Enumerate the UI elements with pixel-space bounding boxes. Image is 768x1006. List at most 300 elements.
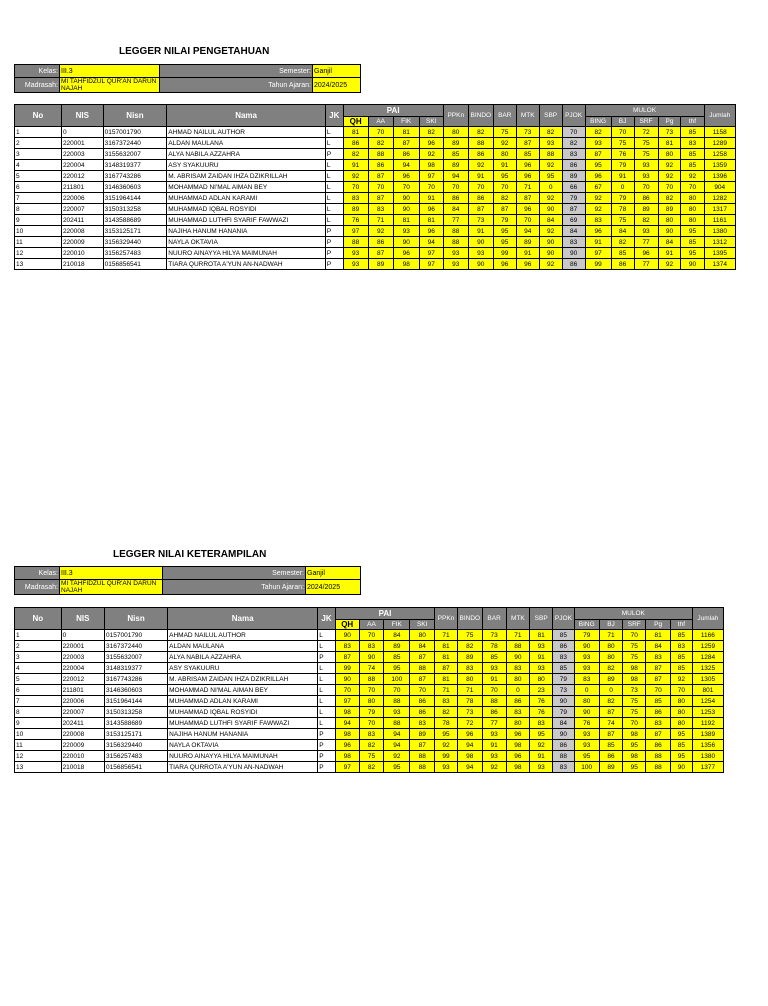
cell-nis[interactable]: 220009: [61, 740, 104, 751]
cell-fik[interactable]: 86: [393, 149, 419, 160]
cell-mtk[interactable]: 83: [506, 707, 530, 718]
cell-sbp[interactable]: 92: [539, 259, 562, 270]
cell-pjok[interactable]: 84: [562, 226, 585, 237]
cell-pg[interactable]: 91: [658, 248, 681, 259]
cell-nama[interactable]: NAYLA OKTAVIA: [168, 740, 318, 751]
cell-fik[interactable]: 89: [384, 641, 410, 652]
cell-mtk[interactable]: 87: [516, 138, 539, 149]
cell-nama[interactable]: ALDAN MAULANA: [167, 138, 326, 149]
cell-bar[interactable]: 93: [482, 751, 506, 762]
cell-aa[interactable]: 83: [359, 641, 384, 652]
cell-sbp[interactable]: 80: [530, 674, 553, 685]
cell-bing[interactable]: 0: [574, 685, 599, 696]
cell-no[interactable]: 1: [15, 630, 62, 641]
cell-nis[interactable]: 0: [61, 630, 104, 641]
cell-srf[interactable]: 98: [623, 663, 646, 674]
cell-sbp[interactable]: 95: [539, 171, 562, 182]
cell-mtk[interactable]: 90: [506, 652, 530, 663]
semester-value[interactable]: Ganjil: [313, 65, 361, 78]
cell-sbp[interactable]: 76: [530, 707, 553, 718]
cell-pg[interactable]: 86: [646, 707, 671, 718]
cell-bindo[interactable]: 83: [457, 663, 482, 674]
cell-jumlah[interactable]: 1317: [704, 204, 736, 215]
cell-jumlah[interactable]: 1192: [692, 718, 723, 729]
cell-jumlah[interactable]: 1254: [692, 696, 723, 707]
cell-fik[interactable]: 88: [384, 696, 410, 707]
cell-aa[interactable]: 74: [359, 663, 384, 674]
cell-no[interactable]: 11: [15, 237, 62, 248]
cell-ski[interactable]: 86: [410, 707, 435, 718]
cell-nama[interactable]: AHMAD NAILUL AUTHOR: [168, 630, 318, 641]
cell-mtk[interactable]: 98: [506, 762, 530, 773]
cell-fik[interactable]: 93: [393, 226, 419, 237]
cell-ski[interactable]: 87: [410, 740, 435, 751]
cell-bj[interactable]: 89: [599, 762, 623, 773]
cell-srf[interactable]: 96: [634, 248, 658, 259]
cell-sbp[interactable]: 92: [539, 160, 562, 171]
cell-bj[interactable]: 75: [611, 215, 634, 226]
cell-bar[interactable]: 95: [493, 171, 516, 182]
cell-mtk[interactable]: 71: [506, 630, 530, 641]
cell-nama[interactable]: MUHAMMAD IQBAL ROSYIDI: [167, 204, 326, 215]
cell-jumlah[interactable]: 1380: [704, 226, 736, 237]
cell-ppkn[interactable]: 81: [435, 652, 458, 663]
cell-thf[interactable]: 80: [671, 696, 693, 707]
cell-no[interactable]: 6: [15, 685, 62, 696]
cell-ppkn[interactable]: 70: [443, 182, 468, 193]
cell-fik[interactable]: 93: [384, 707, 410, 718]
cell-pg[interactable]: 80: [658, 215, 681, 226]
cell-jk[interactable]: L: [325, 171, 343, 182]
cell-nisn[interactable]: 3155632007: [103, 149, 167, 160]
cell-bindo[interactable]: 86: [468, 193, 493, 204]
cell-nis[interactable]: 220004: [61, 663, 104, 674]
cell-bindo[interactable]: 87: [468, 204, 493, 215]
cell-pjok[interactable]: 79: [553, 707, 575, 718]
cell-pg[interactable]: 92: [658, 171, 681, 182]
cell-qh[interactable]: 94: [335, 718, 359, 729]
cell-nisn[interactable]: 3146360603: [105, 685, 168, 696]
cell-qh[interactable]: 88: [343, 237, 368, 248]
cell-sbp[interactable]: 91: [530, 751, 553, 762]
cell-no[interactable]: 2: [15, 641, 62, 652]
cell-mtk[interactable]: 91: [516, 248, 539, 259]
cell-bj[interactable]: 86: [599, 751, 623, 762]
cell-mtk[interactable]: 96: [516, 160, 539, 171]
cell-ppkn[interactable]: 86: [443, 193, 468, 204]
cell-pg[interactable]: 81: [658, 138, 681, 149]
cell-nisn[interactable]: 3156257483: [103, 248, 167, 259]
cell-bar[interactable]: 91: [482, 674, 506, 685]
cell-pjok[interactable]: 83: [553, 652, 575, 663]
cell-qh[interactable]: 90: [335, 630, 359, 641]
cell-ski[interactable]: 70: [419, 182, 443, 193]
cell-nis[interactable]: 210018: [61, 762, 104, 773]
cell-pjok[interactable]: 90: [553, 696, 575, 707]
cell-aa[interactable]: 80: [359, 696, 384, 707]
cell-ppkn[interactable]: 87: [435, 663, 458, 674]
cell-bar[interactable]: 70: [493, 182, 516, 193]
cell-nis[interactable]: 220006: [61, 193, 103, 204]
cell-no[interactable]: 2: [15, 138, 62, 149]
cell-qh[interactable]: 81: [343, 127, 368, 138]
cell-fik[interactable]: 87: [393, 138, 419, 149]
cell-mtk[interactable]: 73: [516, 127, 539, 138]
cell-bing[interactable]: 79: [574, 630, 599, 641]
cell-ppkn[interactable]: 84: [443, 204, 468, 215]
cell-sbp[interactable]: 93: [530, 641, 553, 652]
cell-srf[interactable]: 93: [634, 160, 658, 171]
cell-qh[interactable]: 86: [343, 138, 368, 149]
cell-nama[interactable]: TIARA QURROTA A'YUN AN-NADWAH: [168, 762, 318, 773]
cell-jk[interactable]: L: [318, 718, 336, 729]
cell-aa[interactable]: 88: [359, 674, 384, 685]
cell-nisn[interactable]: 3143588689: [103, 215, 167, 226]
cell-qh[interactable]: 93: [343, 259, 368, 270]
cell-jumlah[interactable]: 1161: [704, 215, 736, 226]
cell-bindo[interactable]: 90: [468, 259, 493, 270]
cell-fik[interactable]: 100: [384, 674, 410, 685]
cell-bar[interactable]: 77: [482, 718, 506, 729]
cell-aa[interactable]: 82: [359, 740, 384, 751]
cell-fik[interactable]: 90: [393, 193, 419, 204]
cell-bar[interactable]: 95: [493, 237, 516, 248]
cell-fik[interactable]: 94: [384, 729, 410, 740]
cell-aa[interactable]: 75: [359, 751, 384, 762]
cell-sbp[interactable]: 90: [539, 248, 562, 259]
cell-bing[interactable]: 93: [574, 740, 599, 751]
cell-jumlah[interactable]: 1259: [692, 641, 723, 652]
cell-aa[interactable]: 90: [359, 652, 384, 663]
cell-nis[interactable]: 220010: [61, 751, 104, 762]
cell-qh[interactable]: 83: [335, 641, 359, 652]
cell-bj[interactable]: 87: [599, 707, 623, 718]
cell-bj[interactable]: 76: [611, 149, 634, 160]
cell-pg[interactable]: 88: [646, 751, 671, 762]
cell-thf[interactable]: 85: [681, 160, 704, 171]
cell-bindo[interactable]: 91: [468, 226, 493, 237]
cell-jumlah[interactable]: 1389: [692, 729, 723, 740]
cell-jk[interactable]: L: [318, 663, 336, 674]
cell-nama[interactable]: MOHAMMAD NI'MAL AIMAN BEY: [168, 685, 318, 696]
cell-sbp[interactable]: 84: [539, 215, 562, 226]
cell-pg[interactable]: 81: [646, 630, 671, 641]
cell-jk[interactable]: L: [318, 674, 336, 685]
cell-no[interactable]: 4: [15, 663, 62, 674]
cell-aa[interactable]: 70: [359, 718, 384, 729]
cell-nama[interactable]: MUHAMMAD ADLAN KARAMI: [167, 193, 326, 204]
cell-jumlah[interactable]: 1356: [692, 740, 723, 751]
cell-bing[interactable]: 100: [574, 762, 599, 773]
cell-pjok[interactable]: 82: [562, 138, 585, 149]
cell-pjok[interactable]: 85: [553, 663, 575, 674]
cell-nis[interactable]: 220008: [61, 226, 103, 237]
cell-bing[interactable]: 87: [585, 149, 611, 160]
cell-bing[interactable]: 76: [574, 718, 599, 729]
cell-ski[interactable]: 87: [410, 674, 435, 685]
cell-thf[interactable]: 70: [681, 182, 704, 193]
cell-nisn[interactable]: 0156856541: [105, 762, 168, 773]
cell-bar[interactable]: 75: [493, 127, 516, 138]
cell-nama[interactable]: NUURO AINAYYA HILYA MAIMUNAH: [167, 248, 326, 259]
cell-ski[interactable]: 88: [410, 751, 435, 762]
cell-thf[interactable]: 92: [671, 674, 693, 685]
cell-nisn[interactable]: 3148319377: [105, 663, 168, 674]
cell-bj[interactable]: 74: [599, 718, 623, 729]
cell-jumlah[interactable]: 1158: [704, 127, 736, 138]
cell-qh[interactable]: 97: [335, 762, 359, 773]
cell-jumlah[interactable]: 1282: [704, 193, 736, 204]
cell-bindo[interactable]: 94: [457, 740, 482, 751]
tahun-ajaran-value[interactable]: 2024/2025: [313, 78, 361, 93]
cell-bj[interactable]: 80: [599, 652, 623, 663]
cell-no[interactable]: 13: [15, 762, 62, 773]
cell-bindo[interactable]: 70: [468, 182, 493, 193]
cell-ski[interactable]: 96: [419, 138, 443, 149]
tahun-ajaran-value[interactable]: 2024/2025: [306, 580, 361, 595]
cell-bj[interactable]: 70: [611, 127, 634, 138]
cell-thf[interactable]: 95: [671, 751, 693, 762]
cell-ppkn[interactable]: 82: [435, 707, 458, 718]
cell-bj[interactable]: 80: [599, 641, 623, 652]
cell-bar[interactable]: 82: [493, 193, 516, 204]
cell-no[interactable]: 10: [15, 226, 62, 237]
cell-jk[interactable]: L: [325, 204, 343, 215]
cell-pg[interactable]: 90: [658, 226, 681, 237]
cell-ski[interactable]: 82: [419, 127, 443, 138]
cell-ski[interactable]: 89: [410, 729, 435, 740]
cell-bar[interactable]: 91: [493, 160, 516, 171]
cell-sbp[interactable]: 92: [539, 193, 562, 204]
cell-bindo[interactable]: 75: [457, 630, 482, 641]
cell-srf[interactable]: 93: [634, 226, 658, 237]
cell-bindo[interactable]: 73: [457, 707, 482, 718]
cell-bing[interactable]: 93: [574, 729, 599, 740]
cell-ski[interactable]: 94: [419, 237, 443, 248]
cell-jumlah[interactable]: 1284: [692, 652, 723, 663]
cell-no[interactable]: 3: [15, 652, 62, 663]
cell-ski[interactable]: 91: [419, 193, 443, 204]
cell-bar[interactable]: 85: [482, 652, 506, 663]
cell-sbp[interactable]: 93: [530, 663, 553, 674]
cell-jumlah[interactable]: 1395: [704, 248, 736, 259]
cell-bing[interactable]: 95: [574, 751, 599, 762]
cell-srf[interactable]: 86: [634, 193, 658, 204]
cell-pjok[interactable]: 86: [562, 160, 585, 171]
cell-ski[interactable]: 97: [419, 171, 443, 182]
cell-bj[interactable]: 82: [599, 696, 623, 707]
cell-srf[interactable]: 75: [623, 641, 646, 652]
cell-pg[interactable]: 73: [658, 127, 681, 138]
cell-aa[interactable]: 87: [368, 193, 393, 204]
cell-bing[interactable]: 92: [585, 204, 611, 215]
cell-sbp[interactable]: 23: [530, 685, 553, 696]
cell-thf[interactable]: 80: [681, 193, 704, 204]
cell-bing[interactable]: 91: [585, 237, 611, 248]
cell-bing[interactable]: 93: [574, 663, 599, 674]
cell-ppkn[interactable]: 71: [435, 685, 458, 696]
cell-bindo[interactable]: 88: [468, 138, 493, 149]
cell-ski[interactable]: 97: [419, 248, 443, 259]
cell-bar[interactable]: 86: [482, 707, 506, 718]
cell-jk[interactable]: L: [325, 138, 343, 149]
cell-no[interactable]: 6: [15, 182, 62, 193]
cell-bing[interactable]: 83: [574, 674, 599, 685]
cell-fik[interactable]: 81: [393, 215, 419, 226]
cell-bj[interactable]: 79: [611, 160, 634, 171]
cell-jumlah[interactable]: 904: [704, 182, 736, 193]
cell-bar[interactable]: 78: [482, 641, 506, 652]
cell-qh[interactable]: 91: [343, 160, 368, 171]
cell-srf[interactable]: 77: [634, 237, 658, 248]
cell-mtk[interactable]: 88: [506, 641, 530, 652]
cell-sbp[interactable]: 76: [530, 696, 553, 707]
cell-nis[interactable]: 220008: [61, 729, 104, 740]
cell-srf[interactable]: 70: [634, 182, 658, 193]
cell-ppkn[interactable]: 93: [443, 248, 468, 259]
cell-bindo[interactable]: 94: [457, 762, 482, 773]
cell-nis[interactable]: 220003: [61, 149, 103, 160]
cell-aa[interactable]: 82: [368, 138, 393, 149]
cell-ski[interactable]: 88: [410, 762, 435, 773]
cell-bindo[interactable]: 72: [457, 718, 482, 729]
cell-bing[interactable]: 83: [585, 215, 611, 226]
cell-pjok[interactable]: 73: [553, 685, 575, 696]
cell-srf[interactable]: 89: [634, 204, 658, 215]
cell-no[interactable]: 5: [15, 674, 62, 685]
cell-bing[interactable]: 90: [574, 641, 599, 652]
cell-jumlah[interactable]: 1359: [704, 160, 736, 171]
cell-bing[interactable]: 67: [585, 182, 611, 193]
cell-jk[interactable]: L: [325, 182, 343, 193]
cell-qh[interactable]: 70: [343, 182, 368, 193]
cell-nis[interactable]: 220009: [61, 237, 103, 248]
cell-nisn[interactable]: 3156329440: [105, 740, 168, 751]
cell-ppkn[interactable]: 89: [443, 138, 468, 149]
cell-jk[interactable]: L: [318, 696, 336, 707]
cell-nama[interactable]: M. ABRISAM ZAIDAN IHZA DZIKRILLAH: [167, 171, 326, 182]
cell-jumlah[interactable]: 1312: [704, 237, 736, 248]
cell-bj[interactable]: 87: [599, 729, 623, 740]
cell-nama[interactable]: ASY SYAKUURU: [167, 160, 326, 171]
cell-ppkn[interactable]: 77: [443, 215, 468, 226]
cell-bj[interactable]: 79: [611, 193, 634, 204]
cell-pjok[interactable]: 66: [562, 182, 585, 193]
cell-thf[interactable]: 95: [681, 226, 704, 237]
cell-nisn[interactable]: 3151964144: [103, 193, 167, 204]
cell-pg[interactable]: 83: [646, 718, 671, 729]
cell-pg[interactable]: 84: [646, 641, 671, 652]
cell-bindo[interactable]: 73: [468, 215, 493, 226]
cell-bj[interactable]: 89: [599, 674, 623, 685]
cell-bj[interactable]: 82: [611, 237, 634, 248]
cell-bindo[interactable]: 86: [468, 149, 493, 160]
cell-aa[interactable]: 87: [368, 171, 393, 182]
cell-srf[interactable]: 77: [634, 259, 658, 270]
cell-qh[interactable]: 82: [343, 149, 368, 160]
cell-bj[interactable]: 86: [611, 259, 634, 270]
cell-nis[interactable]: 202411: [61, 215, 103, 226]
cell-jumlah[interactable]: 1374: [704, 259, 736, 270]
cell-bindo[interactable]: 89: [457, 652, 482, 663]
cell-aa[interactable]: 83: [368, 204, 393, 215]
cell-pjok[interactable]: 86: [553, 740, 575, 751]
cell-nisn[interactable]: 3156329440: [103, 237, 167, 248]
cell-ski[interactable]: 88: [410, 663, 435, 674]
cell-pg[interactable]: 92: [658, 160, 681, 171]
cell-bindo[interactable]: 98: [457, 751, 482, 762]
cell-fik[interactable]: 85: [384, 652, 410, 663]
cell-bindo[interactable]: 71: [457, 685, 482, 696]
cell-nis[interactable]: 220003: [61, 652, 104, 663]
cell-mtk[interactable]: 87: [516, 193, 539, 204]
cell-bar[interactable]: 79: [493, 215, 516, 226]
cell-srf[interactable]: 75: [623, 652, 646, 663]
cell-jk[interactable]: L: [318, 630, 336, 641]
cell-no[interactable]: 13: [15, 259, 62, 270]
cell-no[interactable]: 12: [15, 248, 62, 259]
cell-nisn[interactable]: 3167743286: [103, 171, 167, 182]
cell-qh[interactable]: 92: [343, 171, 368, 182]
cell-srf[interactable]: 75: [623, 707, 646, 718]
cell-pg[interactable]: 70: [658, 182, 681, 193]
cell-srf[interactable]: 95: [623, 762, 646, 773]
cell-thf[interactable]: 85: [671, 652, 693, 663]
cell-jk[interactable]: P: [318, 762, 336, 773]
cell-bj[interactable]: 82: [599, 663, 623, 674]
cell-thf[interactable]: 90: [671, 762, 693, 773]
cell-jk[interactable]: L: [325, 127, 343, 138]
cell-qh[interactable]: 76: [343, 215, 368, 226]
madrasah-value[interactable]: MI TAHFIDZUL QUR'AN DARUN NAJAH: [60, 580, 163, 595]
cell-mtk[interactable]: 96: [516, 259, 539, 270]
cell-no[interactable]: 10: [15, 729, 62, 740]
cell-srf[interactable]: 93: [634, 171, 658, 182]
cell-pg[interactable]: 83: [646, 652, 671, 663]
cell-no[interactable]: 9: [15, 718, 62, 729]
cell-pjok[interactable]: 84: [553, 718, 575, 729]
cell-ski[interactable]: 84: [410, 641, 435, 652]
cell-sbp[interactable]: 93: [539, 138, 562, 149]
cell-bing[interactable]: 96: [585, 226, 611, 237]
cell-fik[interactable]: 96: [393, 248, 419, 259]
cell-nis[interactable]: 220001: [61, 641, 104, 652]
cell-thf[interactable]: 95: [671, 729, 693, 740]
cell-nisn[interactable]: 3150313258: [105, 707, 168, 718]
cell-mtk[interactable]: 96: [516, 204, 539, 215]
cell-no[interactable]: 4: [15, 160, 62, 171]
cell-bar[interactable]: 99: [493, 248, 516, 259]
cell-nisn[interactable]: 3151964144: [105, 696, 168, 707]
cell-ppkn[interactable]: 93: [443, 259, 468, 270]
cell-bing[interactable]: 90: [574, 707, 599, 718]
cell-nama[interactable]: MOHAMMAD NI'MAL AIMAN BEY: [167, 182, 326, 193]
cell-pjok[interactable]: 85: [553, 630, 575, 641]
cell-jk[interactable]: L: [325, 193, 343, 204]
cell-bar[interactable]: 70: [482, 685, 506, 696]
cell-pjok[interactable]: 86: [562, 259, 585, 270]
cell-ppkn[interactable]: 85: [443, 149, 468, 160]
cell-bj[interactable]: 85: [611, 248, 634, 259]
cell-fik[interactable]: 98: [393, 259, 419, 270]
cell-bing[interactable]: 93: [585, 138, 611, 149]
cell-pjok[interactable]: 86: [553, 641, 575, 652]
cell-qh[interactable]: 93: [343, 248, 368, 259]
cell-sbp[interactable]: 90: [539, 204, 562, 215]
cell-bj[interactable]: 91: [611, 171, 634, 182]
cell-thf[interactable]: 83: [671, 641, 693, 652]
cell-jk[interactable]: L: [325, 160, 343, 171]
